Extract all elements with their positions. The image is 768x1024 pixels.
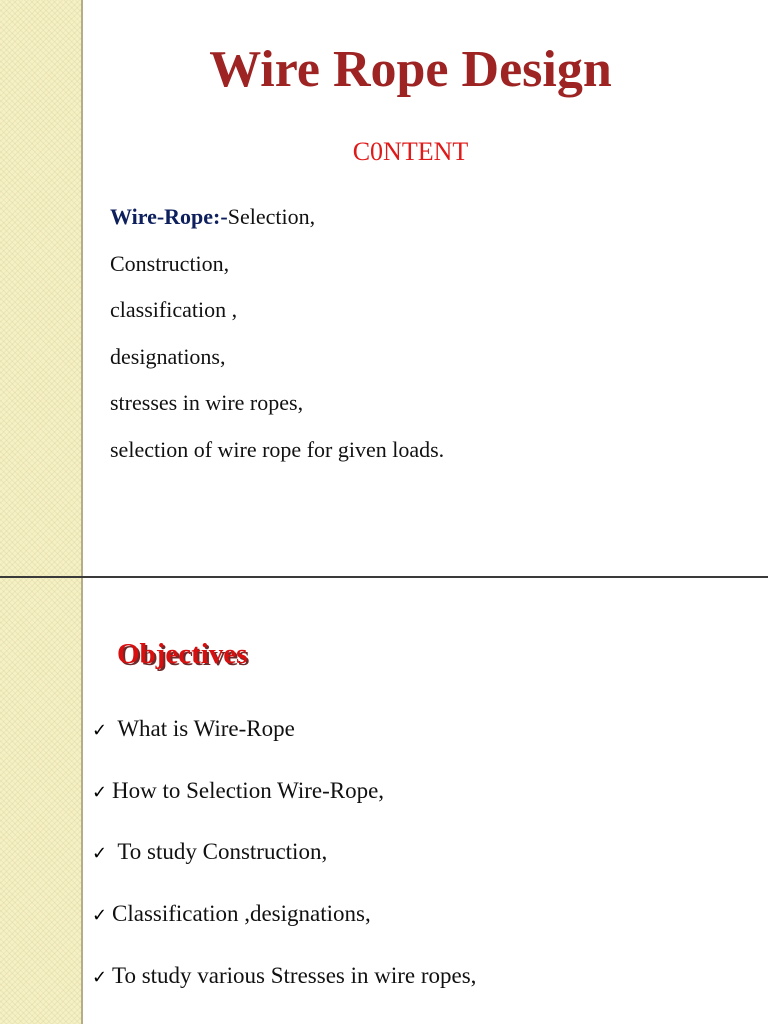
objective-item xyxy=(92,713,476,775)
content-item: selection of wire rope for given loads. xyxy=(110,436,445,462)
content-subtitle: C0NTENT xyxy=(352,137,469,166)
content-item: Construction, xyxy=(110,250,230,276)
slide-divider xyxy=(0,576,768,578)
objectives-heading: Objectives xyxy=(117,638,248,670)
check-mark-icon: ✓ xyxy=(92,720,108,741)
content-item xyxy=(110,194,444,241)
objective-text: What is Wire-Rope xyxy=(112,716,295,741)
check-mark-icon: ✓ xyxy=(92,843,108,865)
objective-text: To study Construction, xyxy=(112,839,328,865)
content-item-text: Selection, xyxy=(227,204,316,229)
objective-item xyxy=(92,836,476,898)
content-list xyxy=(110,194,444,473)
objective-text: Classification ,designations, xyxy=(112,901,371,927)
objective-item xyxy=(92,960,476,1022)
objective-text: To study various Stresses in wire ropes, xyxy=(112,962,477,988)
objective-text: How to Selection Wire-Rope, xyxy=(112,777,385,803)
content-lead: Wire-Rope:- xyxy=(110,204,228,229)
objectives-list xyxy=(92,713,476,1021)
content-item: stresses in wire ropes, xyxy=(110,390,304,415)
decorative-side-bar xyxy=(0,0,83,576)
objective-item xyxy=(92,898,476,960)
check-mark-icon: ✓ xyxy=(92,905,108,927)
check-mark-icon: ✓ xyxy=(92,781,108,803)
check-mark-icon: ✓ xyxy=(92,966,108,988)
content-item: classification , xyxy=(110,297,238,322)
slide-title: Wire Rope Design xyxy=(209,41,612,98)
objective-item xyxy=(92,775,476,837)
decorative-side-bar xyxy=(0,576,83,1024)
content-item: designations, xyxy=(110,343,226,369)
